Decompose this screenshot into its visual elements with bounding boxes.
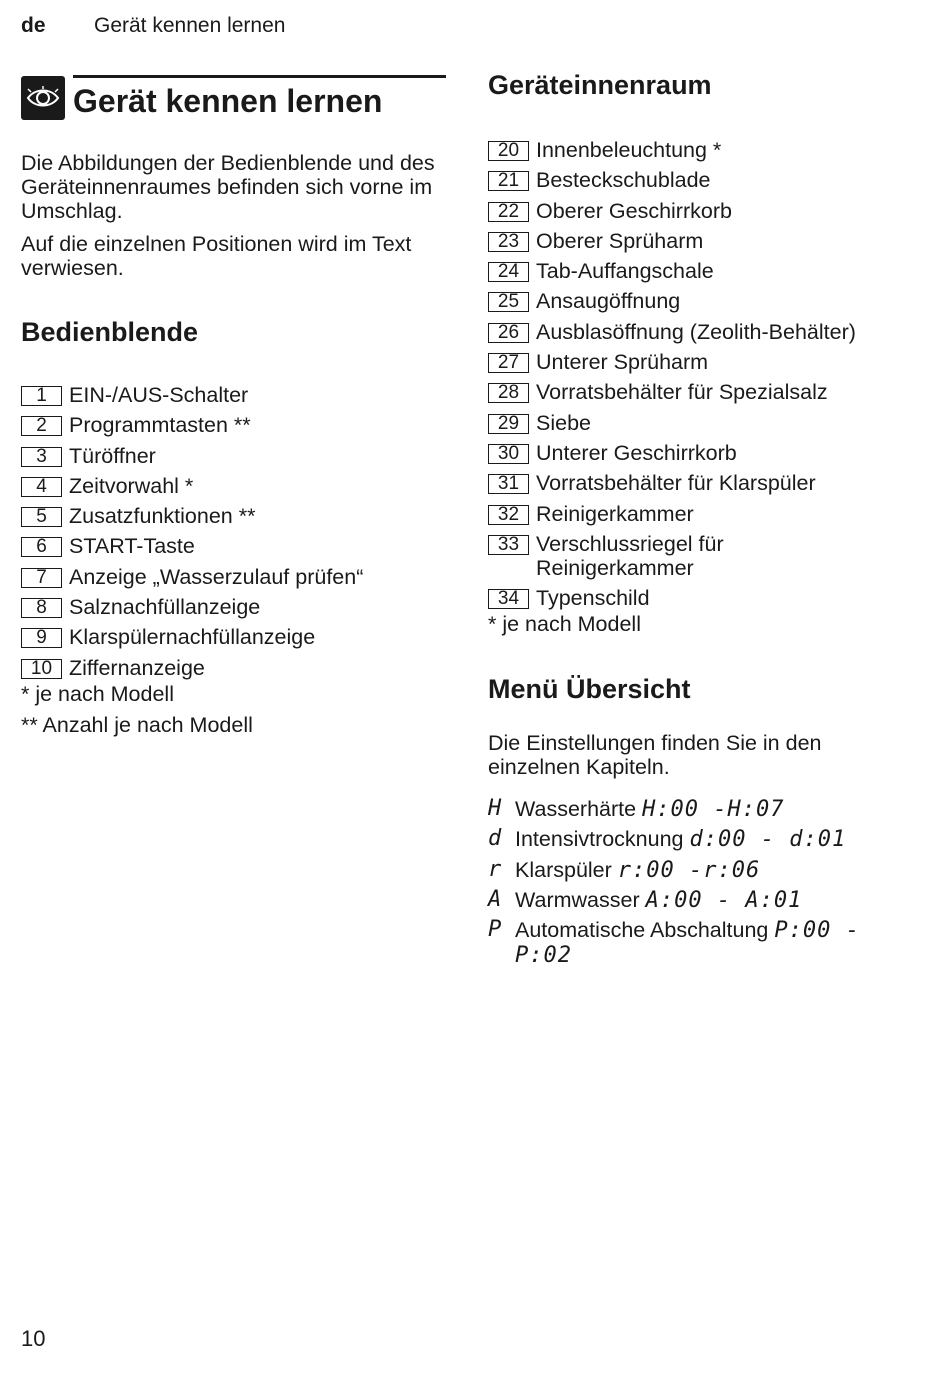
item-label: EIN-/AUS-Schalter bbox=[69, 383, 249, 407]
position-number: 21 bbox=[488, 171, 529, 191]
position-number: 33 bbox=[488, 535, 529, 555]
list-item bbox=[488, 532, 866, 587]
list-item bbox=[21, 534, 363, 564]
menu-label bbox=[515, 827, 846, 852]
menu-range: H:00 -H:07 bbox=[642, 797, 785, 822]
page-number: 10 bbox=[21, 1326, 46, 1351]
position-number: 20 bbox=[488, 141, 529, 161]
menu-label-text: Intensivtrocknung bbox=[515, 827, 684, 852]
position-number: 6 bbox=[21, 537, 62, 557]
list-item bbox=[488, 168, 866, 198]
menu-range: A:00 - A:01 bbox=[645, 887, 803, 913]
position-number: 3 bbox=[21, 447, 62, 467]
list-item bbox=[21, 474, 363, 504]
page-header bbox=[21, 14, 286, 38]
position-number: 25 bbox=[488, 292, 529, 312]
list-item bbox=[488, 411, 866, 441]
list-item bbox=[488, 586, 866, 612]
section-title: Gerät kennen lernen bbox=[73, 83, 383, 119]
menu-key: d bbox=[488, 826, 502, 852]
menu-label-text: Automatische Abschaltung bbox=[515, 918, 769, 943]
item-label: START-Taste bbox=[69, 534, 195, 559]
list-item bbox=[488, 350, 866, 380]
item-label: Ansaugöffnung bbox=[536, 289, 681, 314]
section-title-row bbox=[21, 75, 446, 121]
list-item bbox=[488, 320, 866, 350]
menu-label bbox=[515, 858, 760, 883]
intro-paragraph-2: Auf die einzelnen Positionen wird im Text verwiesen. bbox=[21, 232, 412, 280]
item-label: Oberer Geschirrkorb bbox=[536, 198, 732, 223]
position-number: 29 bbox=[488, 414, 529, 434]
bedienblende-heading: Bedienblende bbox=[21, 317, 199, 347]
list-item bbox=[488, 471, 866, 501]
list-item bbox=[488, 441, 866, 471]
menu-range: P:00 - P:02 bbox=[515, 918, 860, 969]
list-item bbox=[21, 595, 363, 625]
footnote: * je nach Modell bbox=[21, 681, 174, 706]
position-number: 4 bbox=[21, 477, 62, 497]
running-title: Gerät kennen lernen bbox=[94, 14, 286, 37]
list-item bbox=[21, 413, 363, 443]
list-item bbox=[21, 656, 363, 682]
position-number: 9 bbox=[21, 628, 62, 648]
innenraum-list bbox=[488, 138, 866, 636]
position-number: 1 bbox=[21, 386, 62, 406]
menu-label bbox=[515, 888, 802, 913]
item-label: Vorratsbehälter für Klarspüler bbox=[536, 471, 816, 496]
item-label: Zeitvorwahl * bbox=[69, 473, 194, 498]
menu-label-text: Warmwasser bbox=[515, 887, 640, 912]
list-item bbox=[488, 289, 866, 319]
list-item bbox=[488, 138, 866, 168]
item-label: Türöffner bbox=[69, 443, 156, 468]
list-item bbox=[21, 383, 363, 413]
intro-paragraph-1: Die Abbildungen der Bedienblende und des Geräteinnenraumes befinden sich vorne im Umschlag. bbox=[21, 151, 435, 223]
menu-label bbox=[515, 918, 915, 968]
list-item bbox=[21, 625, 363, 655]
footnote: ** Anzahl je nach Modell bbox=[21, 712, 253, 737]
item-label: Ausblasöffnung (Zeolith-Behälter) bbox=[536, 319, 856, 344]
menu-key: r bbox=[488, 856, 502, 882]
position-number: 28 bbox=[488, 383, 529, 403]
item-label: Programmtasten ** bbox=[69, 413, 251, 438]
position-number: 7 bbox=[21, 568, 62, 588]
position-number: 31 bbox=[488, 474, 529, 494]
item-label: Zusatzfunktionen ** bbox=[69, 504, 256, 529]
item-label: Unterer Geschirrkorb bbox=[536, 440, 737, 465]
list-item bbox=[488, 199, 866, 229]
bedienblende-list bbox=[21, 383, 363, 737]
menu-heading: Menü Übersicht bbox=[488, 674, 691, 704]
position-number: 23 bbox=[488, 232, 529, 252]
item-label: Anzeige „Wasserzulauf prüfen“ bbox=[69, 564, 364, 589]
menu-label-text: Wasserhärte bbox=[515, 797, 637, 821]
list-item bbox=[21, 504, 363, 534]
position-number: 5 bbox=[21, 507, 62, 527]
item-label: Innenbeleuchtung * bbox=[536, 138, 722, 162]
menu-key: A bbox=[488, 886, 502, 912]
list-item bbox=[488, 502, 866, 532]
item-label: Klarspülernachfüllanzeige bbox=[69, 625, 316, 650]
position-number: 10 bbox=[21, 659, 62, 679]
item-label: Salznachfüllanzeige bbox=[69, 595, 261, 620]
position-number: 30 bbox=[488, 444, 529, 464]
item-label: Reinigerkammer bbox=[536, 501, 694, 526]
item-label: Besteckschublade bbox=[536, 168, 711, 193]
item-label: Verschlussriegel für Reinigerkammer bbox=[536, 531, 724, 580]
section-rule bbox=[73, 75, 446, 78]
item-label: Vorratsbehälter für Spezialsalz bbox=[536, 380, 828, 405]
position-number: 27 bbox=[488, 353, 529, 373]
innenraum-heading: Geräteinnenraum bbox=[488, 70, 712, 100]
menu-intro: Die Einstellungen finden Sie in den einzelnen Kapiteln. bbox=[488, 731, 822, 779]
position-number: 22 bbox=[488, 202, 529, 222]
position-number: 2 bbox=[21, 416, 62, 436]
item-label: Oberer Sprüharm bbox=[536, 228, 704, 253]
menu-range: d:00 - d:01 bbox=[689, 827, 847, 853]
list-item bbox=[488, 380, 866, 410]
position-number: 32 bbox=[488, 505, 529, 525]
item-label: Siebe bbox=[536, 410, 591, 435]
position-number: 34 bbox=[488, 589, 529, 609]
footnote: * je nach Modell bbox=[488, 612, 641, 637]
item-label: Typenschild bbox=[536, 586, 650, 611]
menu-key: H bbox=[488, 796, 502, 821]
position-number: 26 bbox=[488, 323, 529, 343]
list-item bbox=[488, 259, 866, 289]
item-label: Unterer Sprüharm bbox=[536, 350, 709, 375]
item-label: Tab-Auffangschale bbox=[536, 259, 714, 284]
language-code: de bbox=[21, 14, 46, 37]
item-label: Ziffernanzeige bbox=[69, 655, 205, 680]
position-number: 24 bbox=[488, 262, 529, 282]
menu-label-text: Klarspüler bbox=[515, 857, 612, 882]
menu-label bbox=[515, 797, 785, 822]
list-item bbox=[21, 444, 363, 474]
menu-key: P bbox=[488, 917, 502, 943]
eye-icon bbox=[21, 76, 65, 120]
menu-range: r:00 -r:06 bbox=[617, 857, 761, 883]
list-item bbox=[21, 565, 363, 595]
list-item bbox=[488, 229, 866, 259]
position-number: 8 bbox=[21, 598, 62, 618]
